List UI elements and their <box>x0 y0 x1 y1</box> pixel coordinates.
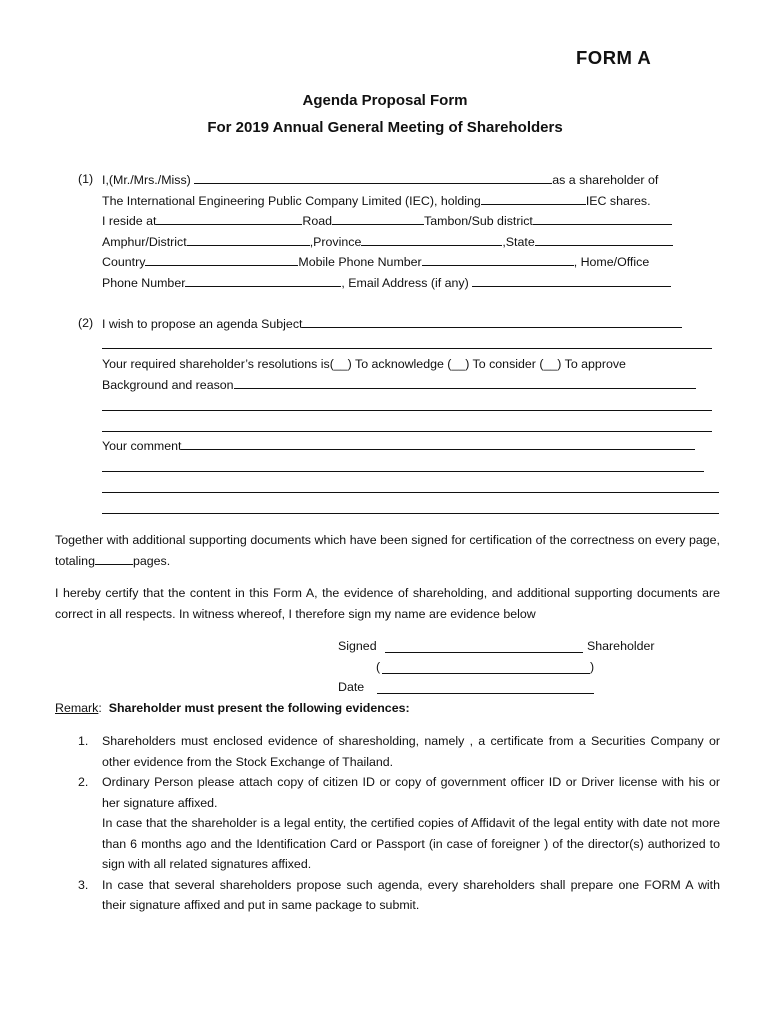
province-field[interactable] <box>361 233 502 246</box>
province-label: ,Province <box>309 235 362 249</box>
tambon-label: Tambon/Sub district <box>424 214 533 228</box>
mobile-label: Mobile Phone Number <box>298 255 422 269</box>
shares-field[interactable] <box>481 192 586 205</box>
resolutions-text: Your required shareholder’s resolutions is(__) To acknowledge (__) To consider (__) To approve <box>102 357 626 371</box>
section2-number: (2) <box>78 316 94 330</box>
background-field-line-2[interactable] <box>102 410 712 411</box>
pages-label: pages. <box>132 553 171 568</box>
list-item-number: 2. <box>78 775 89 789</box>
supporting-documents-paragraph <box>55 530 720 571</box>
subject-field-line-2[interactable] <box>102 348 712 349</box>
name-label: I,(Mr./Mrs./Miss) <box>102 173 191 187</box>
comment-label: Your comment <box>102 439 182 453</box>
holding-line <box>102 192 651 209</box>
comment-field-line-4[interactable] <box>102 513 719 514</box>
remark-label: Remark <box>55 701 99 715</box>
signature-field[interactable] <box>385 652 583 653</box>
country-field[interactable] <box>145 253 298 266</box>
comment-line <box>102 437 695 454</box>
background-field[interactable] <box>234 376 696 389</box>
tambon-field[interactable] <box>533 212 672 225</box>
list-item <box>78 875 720 916</box>
subject-label: I wish to propose an agenda Subject <box>102 317 303 331</box>
reside-label: I reside at <box>102 214 157 228</box>
printed-name-field[interactable] <box>382 673 590 674</box>
list-item-text: Shareholders must enclosed evidence of sharesholding, namely , a certificate from a Securities Company or other evidence from the Stock Exchange of Thailand. <box>102 734 720 769</box>
shareholder-label: Shareholder <box>587 639 655 653</box>
state-label: ,State <box>502 235 535 249</box>
list-item <box>78 772 720 875</box>
email-label: , Email Address (if any) <box>341 276 469 290</box>
subject-field[interactable] <box>302 315 682 328</box>
date-label: Date <box>338 680 365 694</box>
form-label: FORM A <box>576 47 652 68</box>
road-label: Road <box>302 214 333 228</box>
contact-line <box>102 253 649 270</box>
signed-label: Signed <box>338 639 377 653</box>
holding-label: The International Engineering Public Company Limited (IEC), holding <box>102 194 481 208</box>
district-line <box>102 233 673 250</box>
section1-number: (1) <box>78 172 94 186</box>
list-item-subtext: In case that the shareholder is a legal entity, the certified copies of Affidavit of the legal entity with date not more than 6 months ago and the Identification Card or Passport (in case of foreigner ) of the director(s) authorized to sign with all related signatures affixed. <box>102 816 720 871</box>
remark-colon: : <box>98 701 102 715</box>
background-field-line-3[interactable] <box>102 431 712 432</box>
phone-label: Phone Number <box>102 276 186 290</box>
background-line <box>102 376 696 393</box>
list-item-text: Ordinary Person please attach copy of citizen ID or copy of government officer ID or Driver license with his or her signature affixed. <box>102 775 720 810</box>
supporting-text: Together with additional supporting documents which have been signed for certification of the correctness on every page, totaling <box>55 533 720 568</box>
address-line <box>102 212 672 229</box>
comment-field-line-3[interactable] <box>102 492 719 493</box>
home-office-label: , Home/Office <box>573 255 650 269</box>
amphur-label: Amphur/District <box>102 235 187 249</box>
page-count-field[interactable] <box>95 552 133 565</box>
comment-field-line-2[interactable] <box>102 471 704 472</box>
open-paren: ( <box>376 660 381 674</box>
form-title: Agenda Proposal Form <box>302 92 468 109</box>
country-label: Country <box>102 255 146 269</box>
mobile-field[interactable] <box>422 253 574 266</box>
state-field[interactable] <box>535 233 673 246</box>
close-paren: ) <box>590 660 595 674</box>
reside-field[interactable] <box>156 212 302 225</box>
date-field[interactable] <box>377 693 594 694</box>
evidence-list <box>78 731 720 916</box>
road-field[interactable] <box>332 212 424 225</box>
comment-field[interactable] <box>181 437 695 450</box>
name-line <box>102 171 658 188</box>
subject-line <box>102 315 682 332</box>
iec-shares-label: IEC shares. <box>585 194 651 208</box>
shareholder-of-text: as a shareholder of <box>552 173 659 187</box>
phone-field[interactable] <box>185 274 341 287</box>
phone-line <box>102 274 671 291</box>
amphur-field[interactable] <box>187 233 310 246</box>
name-field[interactable] <box>194 171 552 184</box>
form-subtitle: For 2019 Annual General Meeting of Shareholders <box>207 119 563 136</box>
list-item-text: In case that several shareholders propose such agenda, every shareholders shall prepare one FORM A with their signature affixed and put in same package to submit. <box>102 877 720 912</box>
remark-line <box>55 700 410 716</box>
list-item-number: 1. <box>78 734 89 748</box>
background-label: Background and reason <box>102 378 234 392</box>
email-field[interactable] <box>472 274 671 287</box>
list-item-number: 3. <box>78 877 89 892</box>
certification-paragraph: I hereby certify that the content in this Form A, the evidence of shareholding, and additional supporting documents are correct in all respects. In witness whereof, I therefore sign my name are evidence below <box>55 586 720 621</box>
remark-heading: Shareholder must present the following evidences: <box>108 701 410 715</box>
list-item <box>78 731 720 772</box>
